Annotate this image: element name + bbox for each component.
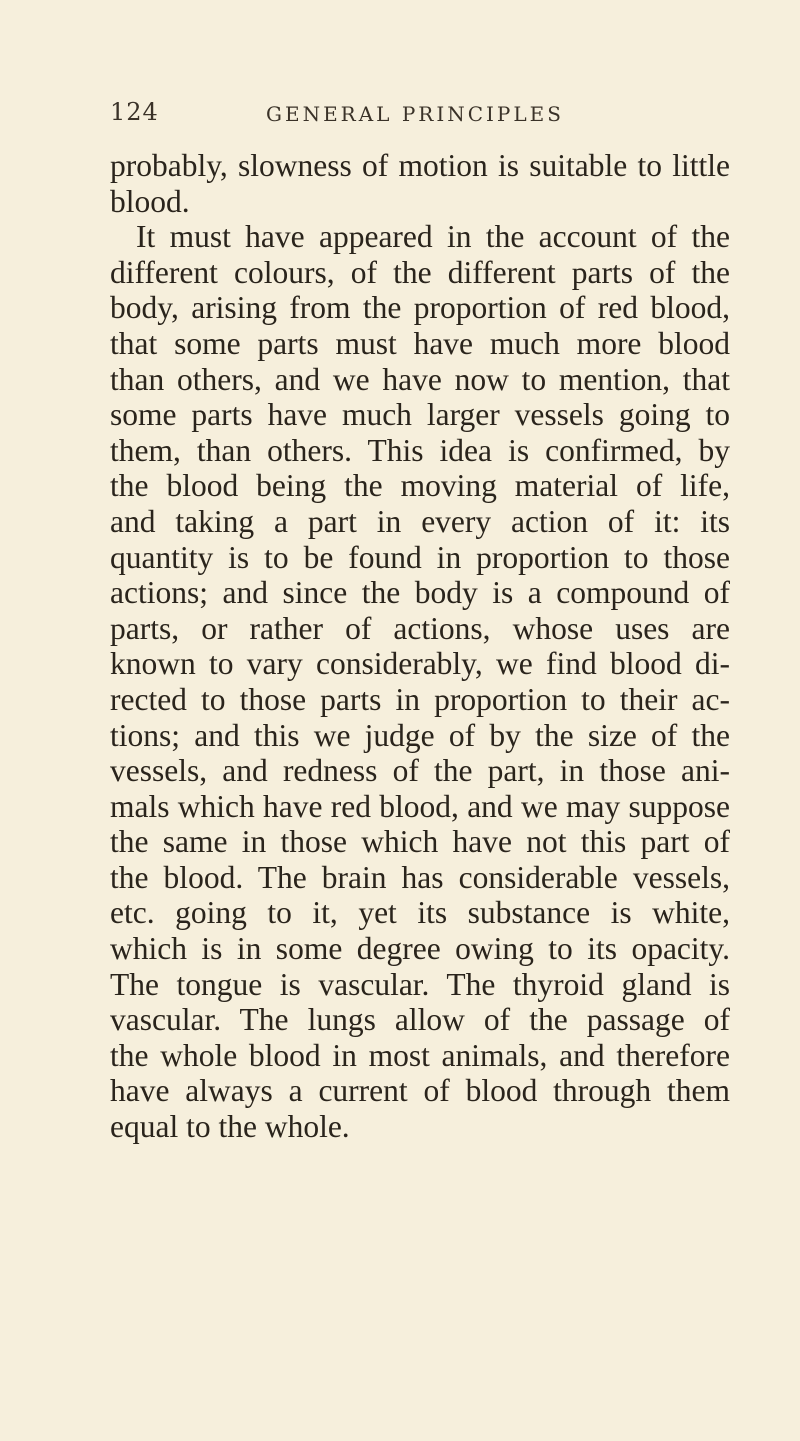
text-line: tions; and this we judge of by the size of the — [110, 717, 730, 753]
text-line: parts, or rather of actions, whose uses are — [110, 610, 730, 646]
text-line: The tongue is vascular. The thyroid gland is — [110, 966, 730, 1002]
page-number: 124 — [110, 98, 159, 126]
running-title: GENERAL PRINCIPLES — [266, 102, 564, 126]
text-line: than others, and we have now to mention, that — [110, 361, 730, 397]
text-line: etc. going to it, yet its substance is white, — [110, 895, 730, 931]
text-line: the blood. The brain has considerable vessels, — [110, 859, 730, 895]
text-line: them, than others. This idea is confirmed, by — [110, 432, 730, 468]
text-line: that some parts must have much more blood — [110, 325, 730, 361]
running-head — [110, 98, 670, 138]
text-line: blood. — [110, 183, 190, 219]
text-line: which is in some degree owing to its opacity. — [110, 931, 730, 967]
body-text — [110, 148, 730, 1145]
text-line: and taking a part in every action of it: its — [110, 503, 730, 539]
text-line: It must have appeared in the account of the — [136, 219, 730, 255]
text-line: the blood being the moving material of life, — [110, 468, 730, 504]
text-line: vessels, and redness of the part, in those ani- — [110, 753, 730, 789]
text-line: known to vary considerably, we find blood di- — [110, 646, 730, 682]
text-line: equal to the whole. — [110, 1109, 350, 1145]
text-line: rected to those parts in proportion to their ac- — [110, 681, 730, 717]
text-line: mals which have red blood, and we may suppose — [110, 788, 730, 824]
text-line: vascular. The lungs allow of the passage of — [110, 1002, 730, 1038]
text-line: quantity is to be found in proportion to those — [110, 539, 730, 575]
text-line: have always a current of blood through them — [110, 1073, 730, 1109]
text-line: the whole blood in most animals, and therefore — [110, 1037, 730, 1073]
text-line: actions; and since the body is a compound of — [110, 575, 730, 611]
text-line: body, arising from the proportion of red blood, — [110, 290, 730, 326]
text-line: some parts have much larger vessels going to — [110, 397, 730, 433]
text-line: probably, slowness of motion is suitable to little — [110, 148, 730, 183]
text-line: different colours, of the different parts of the — [110, 254, 730, 290]
text-line: the same in those which have not this part of — [110, 824, 730, 860]
